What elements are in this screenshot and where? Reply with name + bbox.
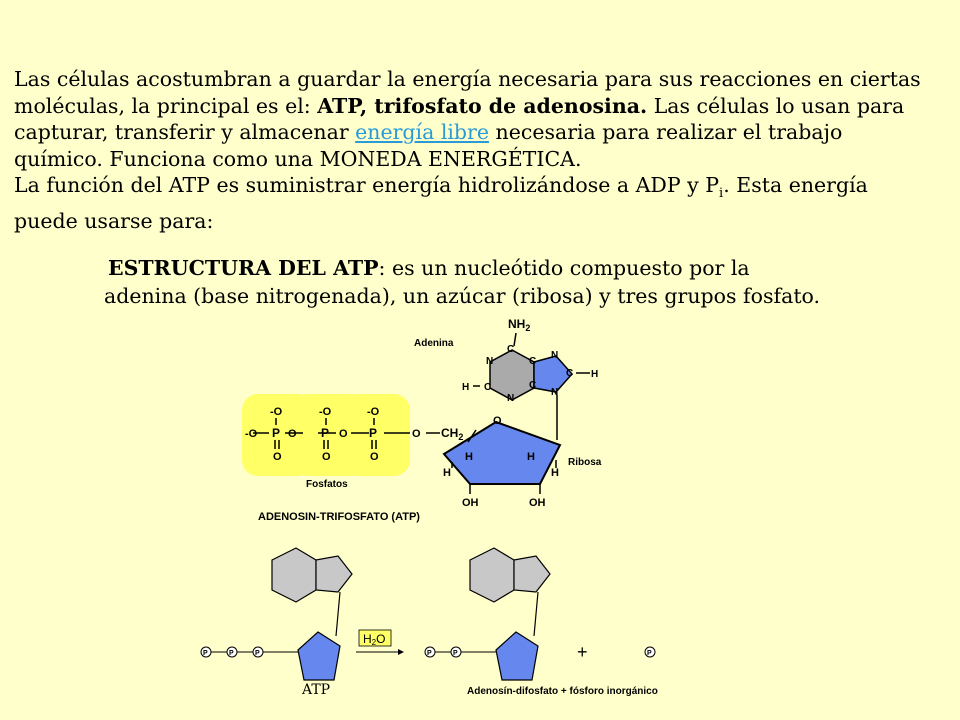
nh2-label: $NH_2$ [508,317,531,333]
p-atom: P [272,426,281,440]
n-atom: N [551,350,559,361]
function-text-b: . Esta energía puede usarse para: [14,173,868,233]
p-symbol: P [255,650,260,657]
atp-caption: ADENOSIN-TRIFOSFATO (ATP) [258,511,420,523]
o-minus-label: -O [270,406,283,418]
c-atom: C [484,382,492,393]
p-atom: P [369,426,378,440]
o-minus-label: -O [367,406,380,418]
arrow-head [398,649,404,655]
intro-text-3: necesaria para realizar el trabajo químico. Funciona como una MONEDA ENERGÉTICA. [14,120,843,171]
o-atom: O [493,415,502,427]
atp-bold: ATP, trifosfato de adenosina. [317,93,648,118]
atp-phosphates [201,647,263,657]
oh-label: OH [529,497,546,509]
estructura-text-2: adenina (base nitrogenada), un azúcar (ribosa) y tres grupos fosfato. [104,284,821,308]
h-atom: H [465,451,473,463]
atp-label: ATP [302,682,331,698]
h-atom: H [462,382,470,393]
intro-text-2: Las células lo usan para capturar, transferir y almacenar [14,93,905,144]
atp-schematic [210,548,352,680]
o-atom: O [412,428,421,440]
ribosa-label: Ribosa [568,457,602,468]
products-label: Adenosín-difosfato + fósforo inorgánico [467,686,658,697]
fosfatos-label: Fosfatos [306,479,348,490]
intro-text-1: Las células acostumbran a guardar la energía necesaria para sus reacciones en ciertas moléculas, la principal es el: [14,67,921,118]
o-atom: O [339,428,348,440]
estructura-text-1: : es un nucleótido compuesto por la [378,256,750,280]
p-symbol: P [427,650,432,657]
plus-sign: + [577,642,588,662]
c-atom: C [507,344,515,355]
o-atom: O [273,451,282,463]
adenina-label: Adenina [414,338,454,349]
h-atom: H [443,467,451,479]
c-atom: C [529,356,537,367]
h2o-label: H2O [363,632,386,647]
o-atom: O [370,451,379,463]
p-symbol: P [453,650,458,657]
p-atom: P [321,426,330,440]
p-symbol: P [229,650,234,657]
n-atom: N [507,393,515,404]
o-minus-label: -O [319,406,332,418]
ch2-label: $CH_2$ [441,426,464,442]
estructura-heading: ESTRUCTURA DEL ATP [108,256,379,280]
inorganic-phosphate [645,647,655,657]
function-text-a: La función del ATP es suministrar energía hidrolizándose a ADP y P [14,173,720,197]
h-atom: H [591,369,599,380]
n-atom: N [486,356,494,367]
p-symbol: P [203,650,208,657]
oh-label: OH [462,497,479,509]
o-atom: O [288,428,297,440]
p-symbol: P [647,650,652,657]
energia-libre-link[interactable]: energía libre [355,120,489,144]
o-atom: O [322,451,331,463]
pi-subscript: i [719,186,724,202]
adp-schematic [434,548,550,680]
h-atom: H [551,467,559,479]
c-atom: C [529,380,537,391]
h-atom: H [527,451,535,463]
o-minus-label: -O [245,428,258,440]
c-atom: C [566,368,574,379]
n-atom: N [551,387,559,398]
